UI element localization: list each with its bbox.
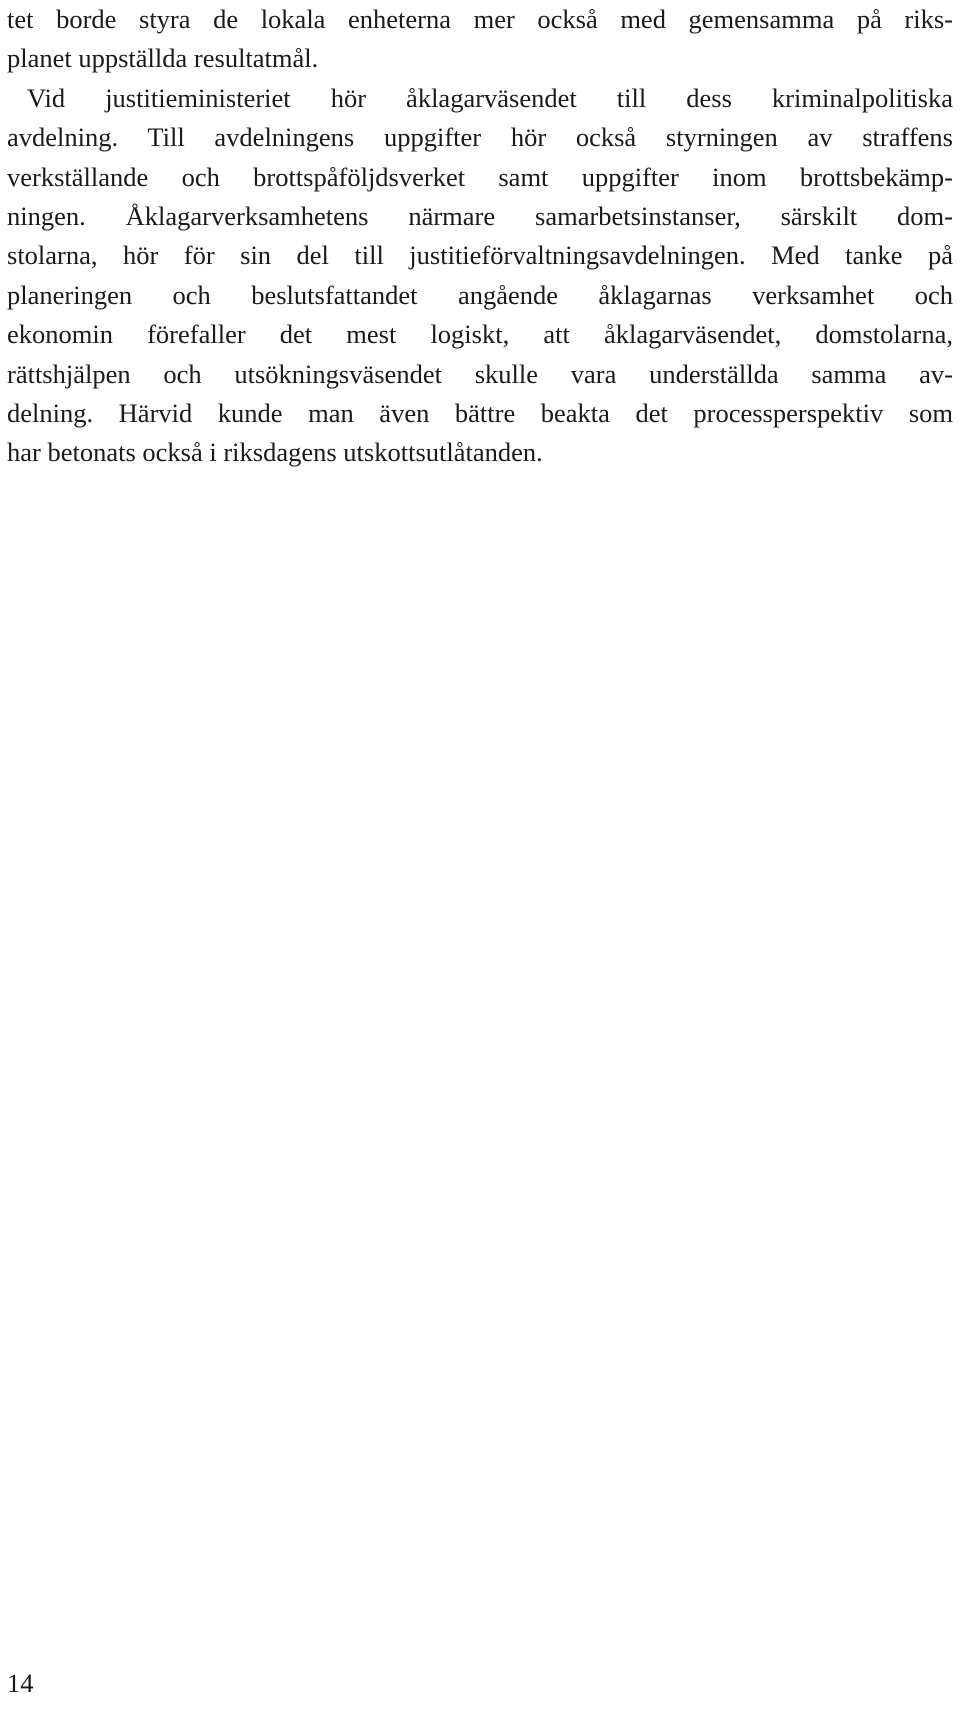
text-line: verkställande och brottspåföljdsverket samt uppgifter inom brottsbekämp- xyxy=(7,161,953,192)
text-line: ningen. Åklagarverksamhetens närmare samarbetsinstanser, särskilt dom- xyxy=(7,200,953,231)
text-line: tet borde styra de lokala enheterna mer också med gemensamma på riks- xyxy=(7,4,953,34)
text-line: delning. Härvid kunde man även bättre beakta det processperspektiv som xyxy=(7,397,953,428)
text-line: planet uppställda resultatmål. xyxy=(7,43,319,74)
text-line: avdelning. Till avdelningens uppgifter hör också styrningen av straffens xyxy=(7,122,953,153)
text-line: rättshjälpen och utsökningsväsendet skulle vara underställda samma av- xyxy=(7,358,953,389)
text-line: Vid justitieministeriet hör åklagarväsendet till dess kriminalpolitiska xyxy=(27,82,953,113)
page-number: 14 xyxy=(7,1668,34,1698)
text-line: planeringen och beslutsfattandet angående åklagarnas verksamhet och xyxy=(7,279,953,310)
text-line: stolarna, hör för sin del till justitieförvaltningsavdelningen. Med tanke på xyxy=(7,240,953,271)
text-line: ekonomin förefaller det mest logiskt, att åklagarväsendet, domstolarna, xyxy=(7,319,953,350)
body-text xyxy=(7,0,953,473)
text-line: har betonats också i riksdagens utskottsutlåtanden. xyxy=(7,437,543,468)
